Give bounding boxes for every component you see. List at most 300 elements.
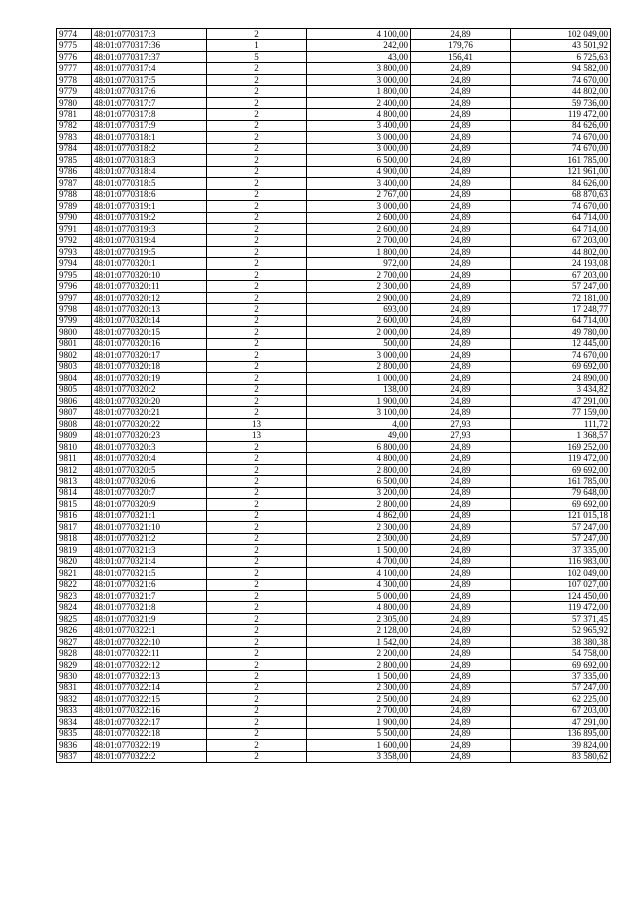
row-number-cell: 9782 <box>57 120 92 131</box>
cadastral-value-cell: 69 692,00 <box>511 659 611 670</box>
cadastral-number-cell: 48:01:0770321:9 <box>92 613 207 624</box>
table-row <box>57 740 611 751</box>
cadastral-value-cell: 57 247,00 <box>511 522 611 533</box>
cadastral-value-table-page <box>56 28 610 763</box>
group-code-cell: 2 <box>207 223 307 234</box>
cadastral-value-cell: 24 890,00 <box>511 373 611 384</box>
area-cell: 49,00 <box>307 430 411 441</box>
group-code-cell: 2 <box>207 556 307 567</box>
rate-cell: 24,89 <box>411 143 511 154</box>
rate-cell: 24,89 <box>411 292 511 303</box>
group-code-cell: 2 <box>207 361 307 372</box>
row-number-cell: 9810 <box>57 441 92 452</box>
row-number-cell: 9775 <box>57 40 92 51</box>
group-code-cell: 2 <box>207 407 307 418</box>
row-number-cell: 9824 <box>57 602 92 613</box>
area-cell: 5 000,00 <box>307 590 411 601</box>
cadastral-number-cell: 48:01:0770320:11 <box>92 281 207 292</box>
row-number-cell: 9827 <box>57 636 92 647</box>
group-code-cell: 2 <box>207 671 307 682</box>
cadastral-number-cell: 48:01:0770319:5 <box>92 246 207 257</box>
cadastral-number-cell: 48:01:0770322:19 <box>92 740 207 751</box>
cadastral-value-cell: 6 725,63 <box>511 51 611 62</box>
cadastral-value-cell: 44 802,00 <box>511 246 611 257</box>
area-cell: 1 500,00 <box>307 671 411 682</box>
table-row <box>57 120 611 131</box>
cadastral-value-table <box>56 28 611 763</box>
group-code-cell: 2 <box>207 97 307 108</box>
area-cell: 3 358,00 <box>307 751 411 762</box>
cadastral-number-cell: 48:01:0770320:16 <box>92 338 207 349</box>
group-code-cell: 1 <box>207 40 307 51</box>
table-row <box>57 201 611 212</box>
area-cell: 4 100,00 <box>307 29 411 40</box>
cadastral-value-cell: 57 247,00 <box>511 533 611 544</box>
table-row <box>57 705 611 716</box>
table-row <box>57 613 611 624</box>
area-cell: 1 000,00 <box>307 373 411 384</box>
table-row <box>57 487 611 498</box>
cadastral-value-cell: 83 580,62 <box>511 751 611 762</box>
group-code-cell: 13 <box>207 418 307 429</box>
cadastral-value-cell: 119 472,00 <box>511 109 611 120</box>
cadastral-number-cell: 48:01:0770320:12 <box>92 292 207 303</box>
area-cell: 3 000,00 <box>307 201 411 212</box>
table-row <box>57 132 611 143</box>
cadastral-number-cell: 48:01:0770319:3 <box>92 223 207 234</box>
table-row <box>57 476 611 487</box>
cadastral-number-cell: 48:01:0770320:19 <box>92 373 207 384</box>
group-code-cell: 2 <box>207 533 307 544</box>
cadastral-value-cell: 59 736,00 <box>511 97 611 108</box>
row-number-cell: 9815 <box>57 499 92 510</box>
cadastral-value-cell: 68 870,63 <box>511 189 611 200</box>
cadastral-number-cell: 48:01:0770322:17 <box>92 717 207 728</box>
group-code-cell: 2 <box>207 590 307 601</box>
rate-cell: 24,89 <box>411 315 511 326</box>
cadastral-number-cell: 48:01:0770321:3 <box>92 545 207 556</box>
rate-cell: 24,89 <box>411 740 511 751</box>
area-cell: 5 500,00 <box>307 728 411 739</box>
rate-cell: 24,89 <box>411 441 511 452</box>
cadastral-value-cell: 161 785,00 <box>511 476 611 487</box>
cadastral-number-cell: 48:01:0770321:8 <box>92 602 207 613</box>
row-number-cell: 9817 <box>57 522 92 533</box>
row-number-cell: 9820 <box>57 556 92 567</box>
area-cell: 3 000,00 <box>307 132 411 143</box>
rate-cell: 24,89 <box>411 29 511 40</box>
table-row <box>57 51 611 62</box>
cadastral-value-cell: 1 368,57 <box>511 430 611 441</box>
rate-cell: 24,89 <box>411 648 511 659</box>
cadastral-number-cell: 48:01:0770320:20 <box>92 396 207 407</box>
row-number-cell: 9819 <box>57 545 92 556</box>
cadastral-value-cell: 57 371,45 <box>511 613 611 624</box>
table-row <box>57 682 611 693</box>
area-cell: 4 300,00 <box>307 579 411 590</box>
row-number-cell: 9793 <box>57 246 92 257</box>
group-code-cell: 2 <box>207 338 307 349</box>
group-code-cell: 2 <box>207 74 307 85</box>
area-cell: 3 200,00 <box>307 487 411 498</box>
table-row <box>57 373 611 384</box>
area-cell: 4 800,00 <box>307 109 411 120</box>
group-code-cell: 2 <box>207 728 307 739</box>
area-cell: 6 500,00 <box>307 155 411 166</box>
row-number-cell: 9791 <box>57 223 92 234</box>
cadastral-number-cell: 48:01:0770320:10 <box>92 269 207 280</box>
table-row <box>57 659 611 670</box>
rate-cell: 24,89 <box>411 373 511 384</box>
table-row <box>57 235 611 246</box>
rate-cell: 24,89 <box>411 327 511 338</box>
row-number-cell: 9805 <box>57 384 92 395</box>
cadastral-number-cell: 48:01:0770317:3 <box>92 29 207 40</box>
cadastral-number-cell: 48:01:0770322:12 <box>92 659 207 670</box>
rate-cell: 24,89 <box>411 109 511 120</box>
cadastral-number-cell: 48:01:0770320:4 <box>92 453 207 464</box>
rate-cell: 24,89 <box>411 246 511 257</box>
area-cell: 2 800,00 <box>307 499 411 510</box>
rate-cell: 24,89 <box>411 453 511 464</box>
cadastral-number-cell: 48:01:0770317:4 <box>92 63 207 74</box>
group-code-cell: 2 <box>207 487 307 498</box>
cadastral-value-cell: 24 193,08 <box>511 258 611 269</box>
row-number-cell: 9818 <box>57 533 92 544</box>
cadastral-number-cell: 48:01:0770319:4 <box>92 235 207 246</box>
group-code-cell: 2 <box>207 327 307 338</box>
area-cell: 2 000,00 <box>307 327 411 338</box>
group-code-cell: 2 <box>207 63 307 74</box>
table-row <box>57 717 611 728</box>
group-code-cell: 2 <box>207 258 307 269</box>
group-code-cell: 2 <box>207 350 307 361</box>
cadastral-value-cell: 77 159,00 <box>511 407 611 418</box>
area-cell: 3 100,00 <box>307 407 411 418</box>
rate-cell: 24,89 <box>411 86 511 97</box>
cadastral-number-cell: 48:01:0770320:7 <box>92 487 207 498</box>
cadastral-value-cell: 136 895,00 <box>511 728 611 739</box>
area-cell: 2 300,00 <box>307 533 411 544</box>
group-code-cell: 2 <box>207 304 307 315</box>
group-code-cell: 2 <box>207 613 307 624</box>
area-cell: 6 500,00 <box>307 476 411 487</box>
cadastral-number-cell: 48:01:0770321:7 <box>92 590 207 601</box>
cadastral-value-cell: 124 450,00 <box>511 590 611 601</box>
cadastral-number-cell: 48:01:0770320:5 <box>92 464 207 475</box>
cadastral-value-cell: 79 648,00 <box>511 487 611 498</box>
area-cell: 2 300,00 <box>307 522 411 533</box>
cadastral-value-cell: 3 434,82 <box>511 384 611 395</box>
row-number-cell: 9831 <box>57 682 92 693</box>
group-code-cell: 2 <box>207 384 307 395</box>
row-number-cell: 9812 <box>57 464 92 475</box>
row-number-cell: 9807 <box>57 407 92 418</box>
area-cell: 2 800,00 <box>307 464 411 475</box>
group-code-cell: 2 <box>207 292 307 303</box>
cadastral-value-cell: 67 203,00 <box>511 705 611 716</box>
area-cell: 2 305,00 <box>307 613 411 624</box>
table-row <box>57 212 611 223</box>
table-row <box>57 545 611 556</box>
row-number-cell: 9795 <box>57 269 92 280</box>
cadastral-value-cell: 121 015,18 <box>511 510 611 521</box>
group-code-cell: 2 <box>207 545 307 556</box>
rate-cell: 24,89 <box>411 568 511 579</box>
table-row <box>57 327 611 338</box>
cadastral-value-cell: 67 203,00 <box>511 235 611 246</box>
area-cell: 2 900,00 <box>307 292 411 303</box>
row-number-cell: 9835 <box>57 728 92 739</box>
group-code-cell: 13 <box>207 430 307 441</box>
cadastral-value-cell: 169 252,00 <box>511 441 611 452</box>
rate-cell: 24,89 <box>411 705 511 716</box>
row-number-cell: 9804 <box>57 373 92 384</box>
cadastral-value-cell: 116 983,00 <box>511 556 611 567</box>
cadastral-value-cell: 43 501,92 <box>511 40 611 51</box>
cadastral-value-cell: 38 380,38 <box>511 636 611 647</box>
row-number-cell: 9803 <box>57 361 92 372</box>
cadastral-number-cell: 48:01:0770321:6 <box>92 579 207 590</box>
group-code-cell: 2 <box>207 705 307 716</box>
group-code-cell: 5 <box>207 51 307 62</box>
rate-cell: 24,89 <box>411 155 511 166</box>
cadastral-value-cell: 69 692,00 <box>511 464 611 475</box>
table-row <box>57 453 611 464</box>
cadastral-number-cell: 48:01:0770322:18 <box>92 728 207 739</box>
area-cell: 500,00 <box>307 338 411 349</box>
cadastral-number-cell: 48:01:0770320:17 <box>92 350 207 361</box>
cadastral-number-cell: 48:01:0770322:16 <box>92 705 207 716</box>
area-cell: 2 700,00 <box>307 235 411 246</box>
row-number-cell: 9789 <box>57 201 92 212</box>
row-number-cell: 9821 <box>57 568 92 579</box>
row-number-cell: 9788 <box>57 189 92 200</box>
area-cell: 2 700,00 <box>307 705 411 716</box>
rate-cell: 24,89 <box>411 281 511 292</box>
area-cell: 4 900,00 <box>307 166 411 177</box>
area-cell: 972,00 <box>307 258 411 269</box>
rate-cell: 24,89 <box>411 556 511 567</box>
row-number-cell: 9787 <box>57 178 92 189</box>
group-code-cell: 2 <box>207 132 307 143</box>
row-number-cell: 9806 <box>57 396 92 407</box>
group-code-cell: 2 <box>207 602 307 613</box>
rate-cell: 24,89 <box>411 590 511 601</box>
row-number-cell: 9776 <box>57 51 92 62</box>
table-row <box>57 590 611 601</box>
rate-cell: 24,89 <box>411 751 511 762</box>
row-number-cell: 9816 <box>57 510 92 521</box>
row-number-cell: 9828 <box>57 648 92 659</box>
group-code-cell: 2 <box>207 522 307 533</box>
cadastral-value-cell: 57 247,00 <box>511 682 611 693</box>
row-number-cell: 9826 <box>57 625 92 636</box>
table-row <box>57 166 611 177</box>
rate-cell: 24,89 <box>411 132 511 143</box>
table-row <box>57 499 611 510</box>
area-cell: 1 800,00 <box>307 246 411 257</box>
table-row <box>57 602 611 613</box>
rate-cell: 24,89 <box>411 602 511 613</box>
cadastral-value-cell: 47 291,00 <box>511 396 611 407</box>
row-number-cell: 9813 <box>57 476 92 487</box>
cadastral-number-cell: 48:01:0770320:9 <box>92 499 207 510</box>
cadastral-value-cell: 57 247,00 <box>511 281 611 292</box>
table-row <box>57 694 611 705</box>
cadastral-value-cell: 39 824,00 <box>511 740 611 751</box>
rate-cell: 24,89 <box>411 338 511 349</box>
cadastral-value-cell: 94 582,00 <box>511 63 611 74</box>
cadastral-value-cell: 49 780,00 <box>511 327 611 338</box>
rate-cell: 24,89 <box>411 178 511 189</box>
rate-cell: 24,89 <box>411 659 511 670</box>
area-cell: 138,00 <box>307 384 411 395</box>
rate-cell: 24,89 <box>411 636 511 647</box>
cadastral-number-cell: 48:01:0770317:7 <box>92 97 207 108</box>
area-cell: 4 800,00 <box>307 453 411 464</box>
area-cell: 2 600,00 <box>307 223 411 234</box>
row-number-cell: 9836 <box>57 740 92 751</box>
cadastral-value-cell: 37 335,00 <box>511 671 611 682</box>
rate-cell: 24,89 <box>411 522 511 533</box>
group-code-cell: 2 <box>207 281 307 292</box>
area-cell: 2 700,00 <box>307 269 411 280</box>
cadastral-number-cell: 48:01:0770318:3 <box>92 155 207 166</box>
cadastral-value-cell: 161 785,00 <box>511 155 611 166</box>
group-code-cell: 2 <box>207 499 307 510</box>
group-code-cell: 2 <box>207 269 307 280</box>
cadastral-number-cell: 48:01:0770320:13 <box>92 304 207 315</box>
cadastral-value-cell: 74 670,00 <box>511 143 611 154</box>
row-number-cell: 9784 <box>57 143 92 154</box>
row-number-cell: 9774 <box>57 29 92 40</box>
group-code-cell: 2 <box>207 464 307 475</box>
cadastral-number-cell: 48:01:0770322:13 <box>92 671 207 682</box>
row-number-cell: 9777 <box>57 63 92 74</box>
group-code-cell: 2 <box>207 86 307 97</box>
area-cell: 1 542,00 <box>307 636 411 647</box>
group-code-cell: 2 <box>207 166 307 177</box>
area-cell: 2 600,00 <box>307 315 411 326</box>
area-cell: 3 000,00 <box>307 74 411 85</box>
table-row <box>57 671 611 682</box>
area-cell: 4 800,00 <box>307 602 411 613</box>
group-code-cell: 2 <box>207 476 307 487</box>
row-number-cell: 9786 <box>57 166 92 177</box>
group-code-cell: 2 <box>207 648 307 659</box>
row-number-cell: 9822 <box>57 579 92 590</box>
table-row <box>57 350 611 361</box>
row-number-cell: 9778 <box>57 74 92 85</box>
table-row <box>57 258 611 269</box>
group-code-cell: 2 <box>207 212 307 223</box>
rate-cell: 24,89 <box>411 625 511 636</box>
table-row <box>57 315 611 326</box>
row-number-cell: 9797 <box>57 292 92 303</box>
cadastral-number-cell: 48:01:0770317:8 <box>92 109 207 120</box>
table-row <box>57 510 611 521</box>
group-code-cell: 2 <box>207 740 307 751</box>
rate-cell: 24,89 <box>411 728 511 739</box>
rate-cell: 24,89 <box>411 487 511 498</box>
row-number-cell: 9801 <box>57 338 92 349</box>
cadastral-number-cell: 48:01:0770320:22 <box>92 418 207 429</box>
rate-cell: 24,89 <box>411 533 511 544</box>
row-number-cell: 9792 <box>57 235 92 246</box>
cadastral-number-cell: 48:01:0770320:1 <box>92 258 207 269</box>
table-row <box>57 751 611 762</box>
group-code-cell: 2 <box>207 120 307 131</box>
cadastral-value-cell: 37 335,00 <box>511 545 611 556</box>
cadastral-value-cell: 84 626,00 <box>511 178 611 189</box>
table-row <box>57 338 611 349</box>
group-code-cell: 2 <box>207 189 307 200</box>
cadastral-value-cell: 69 692,00 <box>511 499 611 510</box>
rate-cell: 179,76 <box>411 40 511 51</box>
row-number-cell: 9796 <box>57 281 92 292</box>
table-row <box>57 430 611 441</box>
cadastral-value-cell: 119 472,00 <box>511 453 611 464</box>
cadastral-value-cell: 54 758,00 <box>511 648 611 659</box>
row-number-cell: 9833 <box>57 705 92 716</box>
row-number-cell: 9800 <box>57 327 92 338</box>
table-row <box>57 384 611 395</box>
area-cell: 693,00 <box>307 304 411 315</box>
row-number-cell: 9799 <box>57 315 92 326</box>
cadastral-number-cell: 48:01:0770320:14 <box>92 315 207 326</box>
rate-cell: 24,89 <box>411 97 511 108</box>
area-cell: 4,00 <box>307 418 411 429</box>
cadastral-number-cell: 48:01:0770317:37 <box>92 51 207 62</box>
cadastral-number-cell: 48:01:0770319:2 <box>92 212 207 223</box>
area-cell: 2 500,00 <box>307 694 411 705</box>
cadastral-number-cell: 48:01:0770320:3 <box>92 441 207 452</box>
cadastral-value-cell: 67 203,00 <box>511 269 611 280</box>
rate-cell: 24,89 <box>411 120 511 131</box>
area-cell: 2 128,00 <box>307 625 411 636</box>
table-row <box>57 522 611 533</box>
rate-cell: 24,89 <box>411 510 511 521</box>
table-row <box>57 568 611 579</box>
table-row <box>57 418 611 429</box>
group-code-cell: 2 <box>207 659 307 670</box>
cadastral-value-cell: 84 626,00 <box>511 120 611 131</box>
rate-cell: 24,89 <box>411 212 511 223</box>
group-code-cell: 2 <box>207 178 307 189</box>
rate-cell: 24,89 <box>411 361 511 372</box>
cadastral-value-cell: 12 445,00 <box>511 338 611 349</box>
table-row <box>57 556 611 567</box>
row-number-cell: 9837 <box>57 751 92 762</box>
area-cell: 242,00 <box>307 40 411 51</box>
group-code-cell: 2 <box>207 109 307 120</box>
group-code-cell: 2 <box>207 201 307 212</box>
cadastral-number-cell: 48:01:0770322:11 <box>92 648 207 659</box>
rate-cell: 24,89 <box>411 396 511 407</box>
row-number-cell: 9790 <box>57 212 92 223</box>
cadastral-number-cell: 48:01:0770321:5 <box>92 568 207 579</box>
rate-cell: 24,89 <box>411 407 511 418</box>
table-row <box>57 74 611 85</box>
table-row <box>57 407 611 418</box>
cadastral-number-cell: 48:01:0770317:36 <box>92 40 207 51</box>
cadastral-value-cell: 107 027,00 <box>511 579 611 590</box>
area-cell: 3 400,00 <box>307 120 411 131</box>
rate-cell: 24,89 <box>411 499 511 510</box>
rate-cell: 24,89 <box>411 304 511 315</box>
cadastral-value-cell: 121 961,00 <box>511 166 611 177</box>
